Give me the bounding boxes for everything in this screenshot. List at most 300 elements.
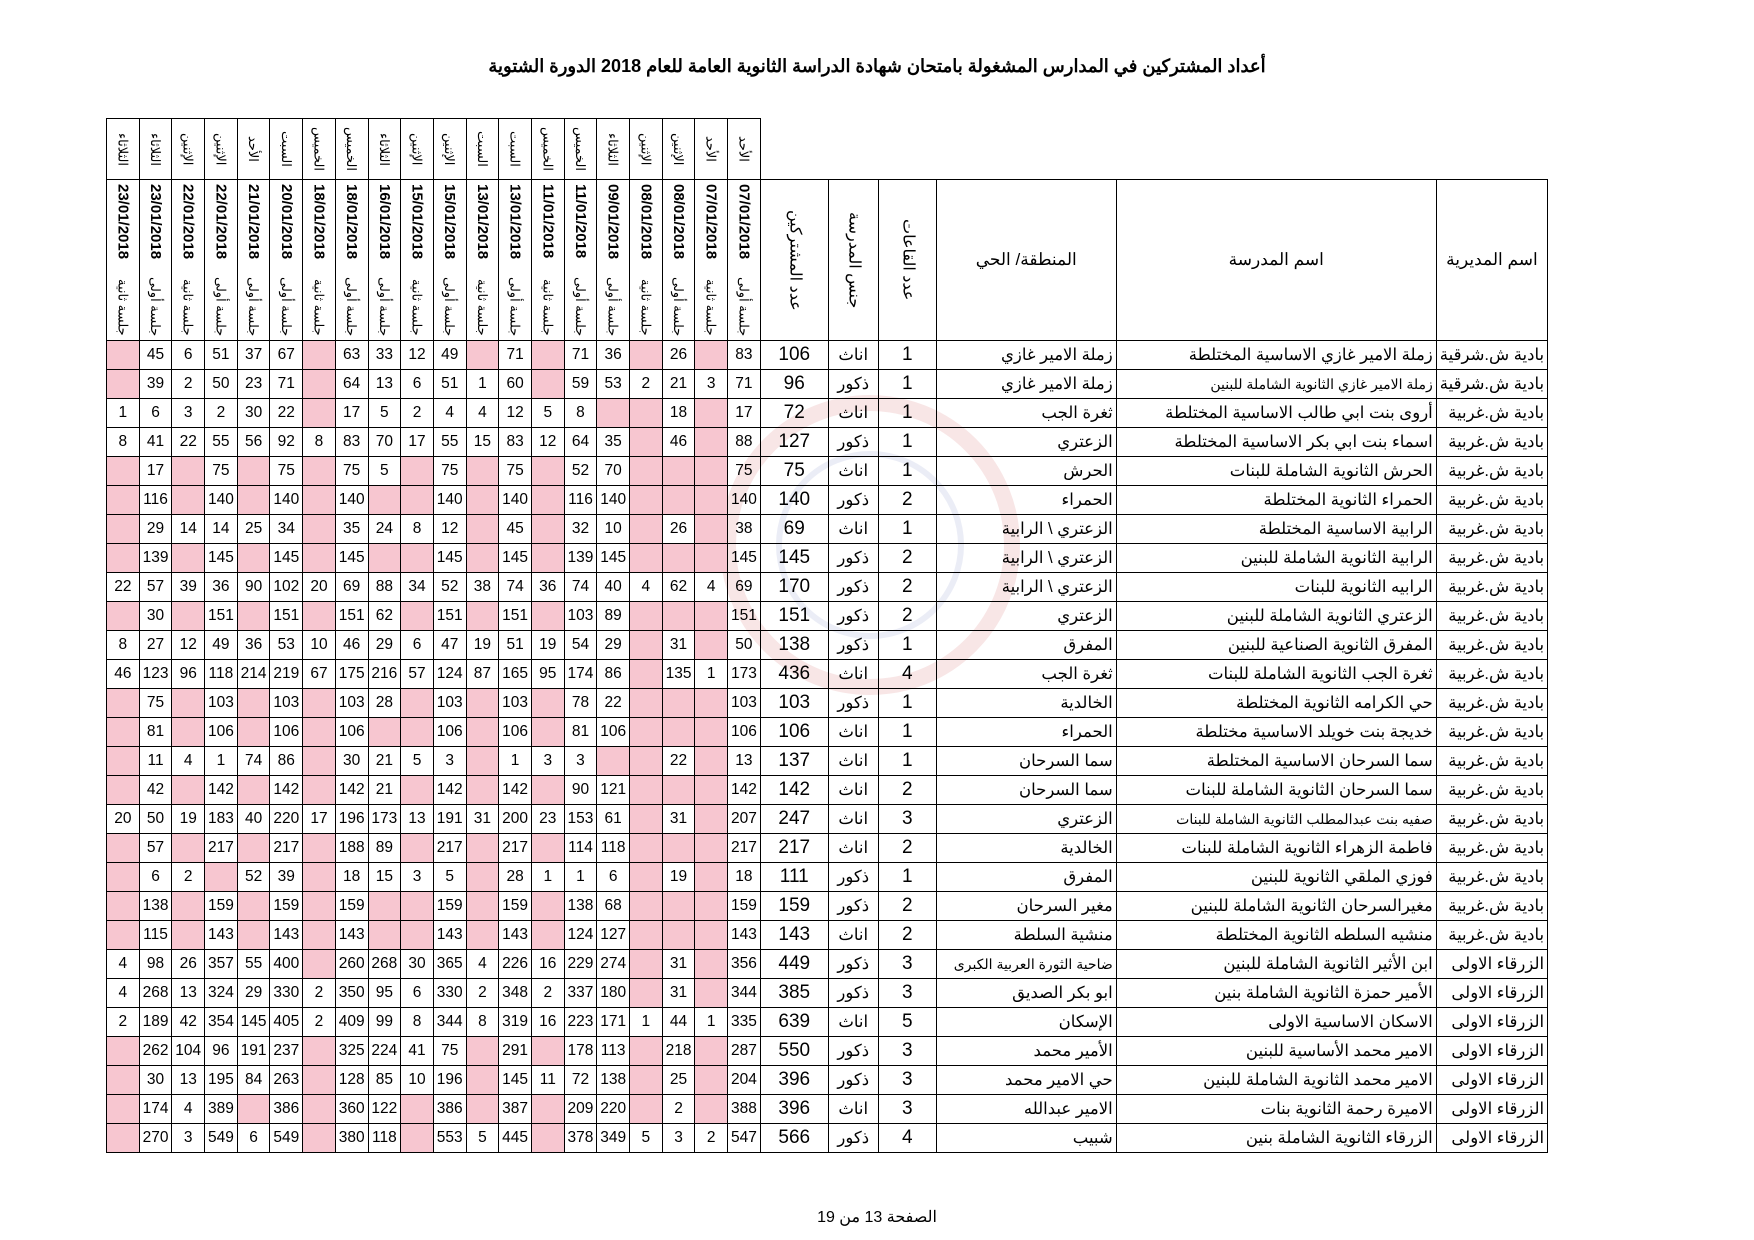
session-count-cell: 4 [466,399,499,428]
session-count-cell: 356 [728,950,761,979]
session-count-cell: 106 [499,718,532,747]
session-count-cell: 153 [564,805,597,834]
session-count-cell: 354 [205,1008,238,1037]
session-count-cell: 18 [662,399,695,428]
session-date-header [303,180,336,341]
session-count-cell: 52 [237,863,270,892]
session-count-cell: 31 [662,979,695,1008]
session-count-cell: 365 [433,950,466,979]
session-date-header [597,180,630,341]
session-count-cell: 4 [107,950,140,979]
session-count-cell: 83 [499,428,532,457]
session-count-cell: 4 [107,979,140,1008]
directorate-cell: بادية ش.غربية [1436,863,1547,892]
session-count-cell: 40 [237,805,270,834]
session-count-cell [107,486,140,515]
session-date-header [564,180,597,341]
session-count-cell: 88 [728,428,761,457]
session-count-cell [107,921,140,950]
session-count-cell: 344 [433,1008,466,1037]
session-count-cell: 30 [335,747,368,776]
header-gender-label: جنس المدرسة [845,211,863,309]
session-count-cell [630,718,663,747]
school-cell: الامير محمد الأساسية للبنين [1116,1037,1436,1066]
session-count-cell [303,457,336,486]
participants-cell: 142 [760,776,828,805]
session-count-cell: 20 [303,573,336,602]
gender-cell: اناث [828,1095,878,1124]
session-date-header [237,180,270,341]
session-count-cell: 145 [335,544,368,573]
area-cell: ثغرة الجب [936,399,1116,428]
session-count-cell: 55 [237,950,270,979]
session-date: 13/01/2018 [473,184,491,260]
session-count-cell [107,341,140,370]
area-cell: الامير عبدالله [936,1095,1116,1124]
gender-cell: ذكور [828,1066,878,1095]
session-count-cell: 174 [139,1095,172,1124]
session-label: جلسة ثانية [180,279,196,336]
table-row [107,515,1548,544]
session-count-cell: 96 [172,660,205,689]
session-count-cell: 6 [172,341,205,370]
session-count-cell: 27 [139,631,172,660]
halls-cell: 1 [878,631,936,660]
session-count-cell: 61 [597,805,630,834]
session-date: 22/01/2018 [179,184,197,260]
session-count-cell: 180 [597,979,630,1008]
area-cell: ضاحية الثورة العربية الكبرى [936,950,1116,979]
session-count-cell: 26 [172,950,205,979]
halls-cell: 1 [878,689,936,718]
session-count-cell [466,921,499,950]
session-count-cell: 145 [499,544,532,573]
session-count-cell: 145 [270,544,303,573]
session-date-header [728,180,761,341]
session-count-cell: 103 [499,689,532,718]
session-count-cell: 335 [728,1008,761,1037]
session-count-cell: 10 [303,631,336,660]
session-count-cell [107,544,140,573]
session-count-cell: 3 [172,399,205,428]
session-count-cell [630,1095,663,1124]
session-count-cell: 104 [172,1037,205,1066]
school-cell: الأمير حمزة الثانوية الشاملة بنين [1116,979,1436,1008]
session-day: الإثنين [442,132,458,166]
session-count-cell [662,718,695,747]
session-count-cell [695,515,728,544]
session-count-cell: 24 [368,515,401,544]
session-count-cell: 2 [466,979,499,1008]
school-cell: أروى بنت ابي طالب الاساسية المختلطة [1116,399,1436,428]
session-count-cell: 145 [237,1008,270,1037]
session-count-cell: 25 [237,515,270,544]
session-count-cell: 35 [597,428,630,457]
session-count-cell [630,457,663,486]
school-cell: الرابية الاساسية المختلطة [1116,515,1436,544]
area-cell: منشية السلطة [936,921,1116,950]
gender-cell: ذكور [828,631,878,660]
participants-cell: 639 [760,1008,828,1037]
session-day-header [433,119,466,180]
session-count-cell [107,1066,140,1095]
session-count-cell [107,602,140,631]
session-count-cell: 4 [695,573,728,602]
table-row [107,863,1548,892]
table-row [107,892,1548,921]
session-count-cell: 2 [303,979,336,1008]
session-count-cell: 74 [564,573,597,602]
session-count-cell [107,515,140,544]
gender-cell: اناث [828,718,878,747]
session-count-cell [531,1037,564,1066]
session-count-cell: 116 [564,486,597,515]
session-count-cell: 46 [662,428,695,457]
halls-cell: 1 [878,747,936,776]
session-count-cell: 14 [172,515,205,544]
session-day: السبت [474,131,490,167]
session-count-cell: 90 [237,573,270,602]
session-day: الأحد [703,136,719,162]
session-count-cell: 106 [205,718,238,747]
session-count-cell: 140 [433,486,466,515]
session-count-cell: 55 [205,428,238,457]
session-count-cell [531,892,564,921]
session-count-cell: 123 [139,660,172,689]
area-cell: الزعتري [936,428,1116,457]
session-count-cell: 21 [368,776,401,805]
header-area: المنطقة/ الحي [936,180,1116,341]
school-cell: ثغرة الجب الثانوية الشاملة للبنات [1116,660,1436,689]
session-count-cell: 3 [662,1124,695,1153]
session-count-cell: 3 [695,370,728,399]
table-row [107,1008,1548,1037]
session-count-cell: 75 [270,457,303,486]
table-row [107,1124,1548,1153]
session-count-cell [630,979,663,1008]
session-label: جلسة أولى [278,276,294,336]
session-count-cell: 92 [270,428,303,457]
session-count-cell [630,921,663,950]
session-count-cell [630,486,663,515]
area-cell: الخالدية [936,689,1116,718]
directorate-cell: بادية ش.غربية [1436,892,1547,921]
session-count-cell [695,776,728,805]
session-count-cell: 5 [630,1124,663,1153]
directorate-cell: بادية ش.غربية [1436,428,1547,457]
session-count-cell: 86 [597,660,630,689]
session-count-cell: 30 [139,602,172,631]
area-cell: الزعتري \ الرابية [936,515,1116,544]
participants-cell: 151 [760,602,828,631]
session-count-cell: 29 [139,515,172,544]
session-count-cell: 140 [205,486,238,515]
area-cell: الحرش [936,457,1116,486]
directorate-cell: الزرقاء الاولى [1436,950,1547,979]
session-date: 21/01/2018 [245,184,263,260]
session-count-cell: 103 [433,689,466,718]
session-count-cell: 135 [662,660,695,689]
session-count-cell [695,747,728,776]
session-date: 08/01/2018 [637,184,655,260]
session-count-cell [172,486,205,515]
session-count-cell: 445 [499,1124,532,1153]
session-count-cell: 22 [597,689,630,718]
header-participants-label: عدد المشتركين [786,209,804,311]
session-count-cell [303,834,336,863]
session-count-cell: 23 [531,805,564,834]
session-label: جلسة ثانية [703,279,719,336]
session-count-cell: 214 [237,660,270,689]
session-count-cell: 145 [205,544,238,573]
area-cell: الأمير محمد [936,1037,1116,1066]
session-count-cell: 118 [205,660,238,689]
session-day-header [205,119,238,180]
session-day: الخميس [344,127,360,171]
session-count-cell: 324 [205,979,238,1008]
header-school: اسم المدرسة [1116,180,1436,341]
session-count-cell [401,1124,434,1153]
session-count-cell [630,892,663,921]
session-count-cell: 90 [564,776,597,805]
session-count-cell: 128 [335,1066,368,1095]
session-count-cell: 87 [466,660,499,689]
session-count-cell: 47 [433,631,466,660]
directorate-cell: الزرقاء الاولى [1436,1066,1547,1095]
session-count-cell: 62 [368,602,401,631]
halls-cell: 2 [878,573,936,602]
session-count-cell [303,399,336,428]
session-count-cell: 4 [172,1095,205,1124]
page-footer: الصفحة 13 من 19 [817,1209,937,1226]
school-cell: سما السرحان الثانوية الشاملة للبنات [1116,776,1436,805]
session-count-cell: 349 [597,1124,630,1153]
participants-cell: 111 [760,863,828,892]
table-row [107,631,1548,660]
session-count-cell [630,399,663,428]
session-count-cell: 142 [335,776,368,805]
session-count-cell: 19 [172,805,205,834]
directorate-cell: الزرقاء الاولى [1436,1124,1547,1153]
session-count-cell: 2 [662,1095,695,1124]
gender-cell: ذكور [828,950,878,979]
table-row [107,602,1548,631]
session-count-cell [662,689,695,718]
session-count-cell: 291 [499,1037,532,1066]
session-count-cell: 31 [662,631,695,660]
session-count-cell: 74 [499,573,532,602]
session-count-cell: 10 [401,1066,434,1095]
session-count-cell [401,1095,434,1124]
session-count-cell: 29 [237,979,270,1008]
session-count-cell: 59 [564,370,597,399]
session-count-cell: 21 [368,747,401,776]
session-count-cell: 159 [728,892,761,921]
session-count-cell [237,457,270,486]
session-count-cell [531,457,564,486]
session-count-cell: 85 [368,1066,401,1095]
session-count-cell [172,776,205,805]
halls-cell: 4 [878,1124,936,1153]
halls-cell: 1 [878,457,936,486]
session-count-cell [107,370,140,399]
session-date: 20/01/2018 [277,184,295,260]
session-count-cell [401,457,434,486]
session-count-cell: 159 [270,892,303,921]
table-row [107,1037,1548,1066]
session-count-cell: 39 [270,863,303,892]
session-count-cell: 45 [499,515,532,544]
session-day: الإثنين [213,132,229,166]
gender-cell: اناث [828,776,878,805]
session-count-cell: 55 [433,428,466,457]
session-count-cell: 17 [728,399,761,428]
area-cell: الخالدية [936,834,1116,863]
session-count-cell [695,950,728,979]
session-count-cell: 56 [237,428,270,457]
session-count-cell: 386 [433,1095,466,1124]
school-cell: فاطمة الزهراء الثانوية الشاملة للبنات [1116,834,1436,863]
session-count-cell: 20 [107,805,140,834]
area-cell: المفرق [936,631,1116,660]
session-count-cell [630,515,663,544]
session-count-cell: 549 [270,1124,303,1153]
session-date: 13/01/2018 [506,184,524,260]
participants-cell: 449 [760,950,828,979]
session-count-cell: 159 [433,892,466,921]
gender-cell: اناث [828,457,878,486]
session-count-cell [662,457,695,486]
school-cell: مغيرالسرحان الثانوية الشاملة للبنين [1116,892,1436,921]
area-cell: شبيب [936,1124,1116,1153]
session-count-cell: 30 [237,399,270,428]
session-count-cell: 200 [499,805,532,834]
session-count-cell [630,747,663,776]
session-count-cell [303,486,336,515]
participants-cell: 106 [760,341,828,370]
session-count-cell: 84 [237,1066,270,1095]
session-date-header [466,180,499,341]
participants-cell: 170 [760,573,828,602]
session-count-cell: 96 [205,1037,238,1066]
session-count-cell: 19 [662,863,695,892]
session-count-cell: 30 [139,1066,172,1095]
session-count-cell: 2 [172,863,205,892]
header-directorate: اسم المديرية [1436,180,1547,341]
session-count-cell: 74 [237,747,270,776]
session-count-cell: 64 [335,370,368,399]
session-count-cell: 75 [335,457,368,486]
session-count-cell [237,1095,270,1124]
session-count-cell [466,892,499,921]
session-day: الثلاثاء [376,132,392,166]
table-row [107,950,1548,979]
gender-cell: ذكور [828,689,878,718]
session-count-cell: 287 [728,1037,761,1066]
session-count-cell: 50 [728,631,761,660]
session-count-cell: 75 [499,457,532,486]
session-count-cell [368,544,401,573]
area-cell: الزعتري [936,602,1116,631]
session-count-cell [630,834,663,863]
session-count-cell [368,718,401,747]
session-count-cell [172,718,205,747]
session-day: الثلاثاء [605,132,621,166]
session-count-cell: 145 [499,1066,532,1095]
session-count-cell [401,834,434,863]
session-count-cell: 67 [270,341,303,370]
session-count-cell: 348 [499,979,532,1008]
halls-cell: 2 [878,892,936,921]
session-date-header [270,180,303,341]
session-count-cell: 8 [564,399,597,428]
session-date-header [401,180,434,341]
halls-cell: 3 [878,979,936,1008]
gender-cell: اناث [828,341,878,370]
session-count-cell [368,486,401,515]
session-count-cell: 1 [695,1008,728,1037]
halls-cell: 5 [878,1008,936,1037]
session-count-cell: 140 [728,486,761,515]
session-count-cell [303,921,336,950]
session-count-cell: 32 [564,515,597,544]
session-count-cell [466,486,499,515]
session-count-cell: 71 [499,341,532,370]
area-cell: الحمراء [936,486,1116,515]
session-count-cell: 103 [564,602,597,631]
session-day: الخميس [311,127,327,171]
session-count-cell: 41 [139,428,172,457]
session-count-cell: 38 [728,515,761,544]
session-count-cell: 51 [205,341,238,370]
session-count-cell: 11 [531,1066,564,1095]
session-count-cell: 60 [499,370,532,399]
session-day-header [303,119,336,180]
table-row [107,428,1548,457]
session-count-cell: 143 [205,921,238,950]
session-day-header [139,119,172,180]
school-cell: الاميرة رحمة الثانوية بنات [1116,1095,1436,1124]
session-count-cell [662,921,695,950]
session-date: 18/01/2018 [343,184,361,260]
session-count-cell [531,689,564,718]
session-count-cell [303,892,336,921]
school-cell: زملة الامير غازي الثانوية الشاملة للبنين [1116,370,1436,399]
session-count-cell: 106 [728,718,761,747]
session-count-cell [303,747,336,776]
session-label: جلسة ثانية [409,279,425,336]
session-count-cell: 219 [270,660,303,689]
session-day: السبت [507,131,523,167]
session-count-cell: 8 [401,515,434,544]
session-count-cell: 103 [270,689,303,718]
halls-cell: 3 [878,1037,936,1066]
session-count-cell: 143 [433,921,466,950]
session-date: 23/01/2018 [147,184,165,260]
session-count-cell: 49 [433,341,466,370]
header-halls-label: عدد القاعات [899,219,917,301]
area-cell: الزعتري \ الرابية [936,573,1116,602]
school-cell: خديجة بنت خويلد الاساسية مختلطة [1116,718,1436,747]
session-count-cell [237,892,270,921]
school-cell: سما السرحان الاساسية المختلطة [1116,747,1436,776]
session-count-cell: 13 [401,805,434,834]
area-cell: مغير السرحان [936,892,1116,921]
page-title: أعداد المشتركين في المدارس المشغولة بامتحان شهادة الدراسة الثانوية العامة للعام 2018 الدورة الشتوية [488,56,1266,76]
halls-cell: 3 [878,1095,936,1124]
halls-cell: 3 [878,1066,936,1095]
session-count-cell [237,486,270,515]
